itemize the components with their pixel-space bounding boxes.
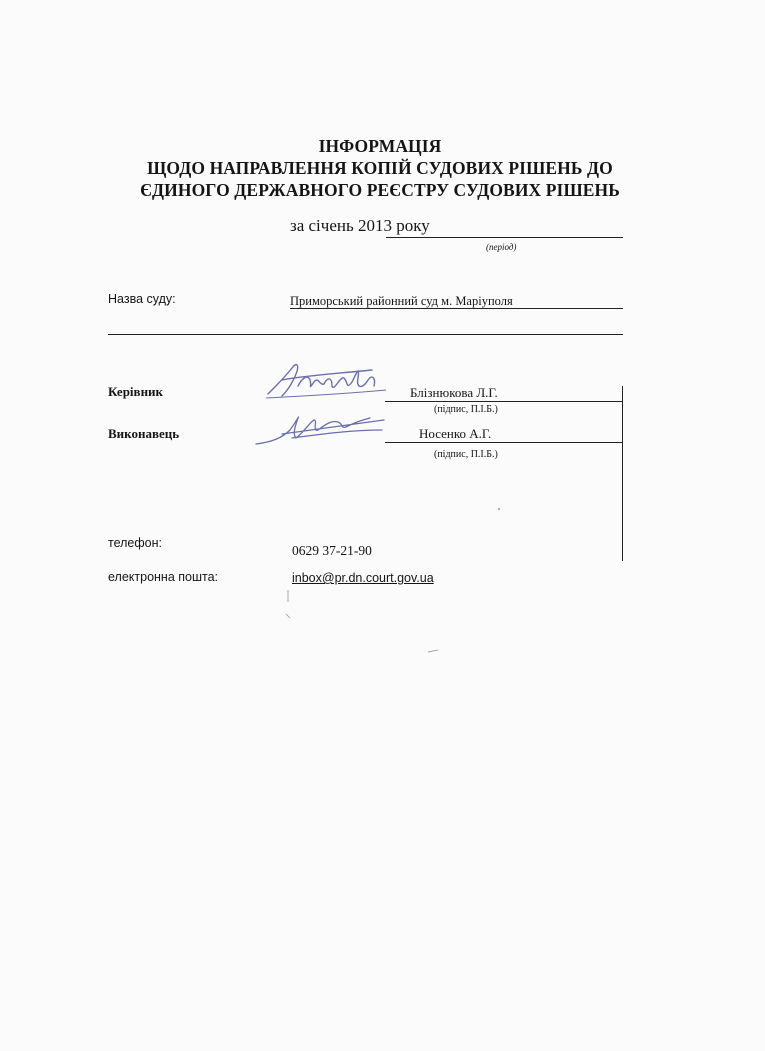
title-line-3: ЄДИНОГО ДЕРЖАВНОГО РЕЄСТРУ СУДОВИХ РІШЕНЬ	[140, 180, 620, 200]
scan-speck	[426, 648, 440, 656]
scan-speck	[282, 588, 302, 622]
court-underline	[290, 308, 623, 309]
table-right-border	[622, 386, 623, 561]
phone-value: 0629 37-21-90	[292, 543, 372, 558]
head-caption: (підпис, П.І.Б.)	[434, 404, 498, 415]
executor-label: Виконавець	[108, 426, 180, 441]
scan-speck	[496, 506, 502, 512]
phone-label: телефон:	[108, 536, 162, 550]
period-text: за січень 2013 року	[290, 216, 430, 235]
executor-underline	[385, 442, 622, 443]
executor-name: Носенко А.Г.	[419, 426, 492, 441]
head-underline	[385, 401, 622, 402]
court-name: Приморський районний суд м. Маріуполя	[290, 294, 513, 308]
head-label: Керівник	[108, 384, 164, 399]
email-link[interactable]: inbox@pr.dn.court.gov.ua	[292, 571, 434, 585]
section-divider	[108, 334, 623, 335]
executor-signature	[252, 408, 392, 448]
executor-caption: (підпис, П.І.Б.)	[434, 449, 498, 460]
title-line-2: ЩОДО НАПРАВЛЕННЯ КОПІЙ СУДОВИХ РІШЕНЬ ДО	[147, 158, 613, 178]
email-link-wrap	[292, 571, 434, 585]
head-signature	[262, 356, 392, 406]
title-line-1: ІНФОРМАЦІЯ	[318, 136, 442, 156]
court-label: Назва суду:	[108, 292, 176, 306]
period-caption: (період)	[486, 242, 517, 252]
email-label: електронна пошта:	[108, 570, 219, 584]
period-underline	[386, 237, 623, 238]
head-name: Блізнюкова Л.Г.	[410, 385, 498, 400]
